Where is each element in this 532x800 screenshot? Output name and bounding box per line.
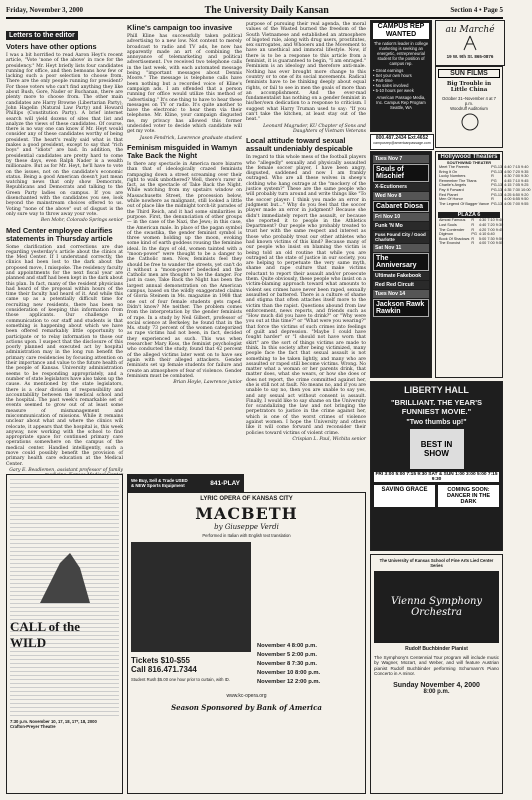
letters-kicker: Letters to the editor [6, 31, 78, 40]
sun-films-show: Big Trouble in Little China [446, 81, 492, 93]
movie-times: 4:25 6:50 9:20 [504, 192, 529, 197]
table-row [438, 241, 504, 246]
macbeth-title: MACBETH [195, 504, 298, 523]
au-marche-ad [435, 20, 505, 66]
best-in-show-title: BEST IN SHOW [420, 440, 453, 458]
movie-rating: R [471, 218, 475, 223]
macbeth-tickets: Tickets $10-$55 [131, 656, 191, 665]
concert-act: Funk 'N Mo [373, 222, 429, 230]
local-headline: Local attitude toward sexual assault undeniably despicable [246, 136, 353, 154]
plaza-showtimes [438, 218, 504, 246]
coming-soon: COMING SOON: DANCER IN THE DARK [438, 485, 499, 507]
movie-title: Almost Famous [439, 218, 466, 223]
feminism-body: Is there any spectacle in America more bizarre than that of ideologically crazed feminists rampaging down a street screaming over their right to walk unbothered? Well, there's rarer in fact, as the spectacle of Take Back the Night. While watching from my upstairs window on Massachusetts Street, the procession below, while nowhere as malignant, still looked a little out of place like the midnight torch-lit parades of the Third Reich, and it had some similarities in purpose. First, the denunciation of other groups — in the case of the Nazi, the Jews; in this case, the American male. In place of the pagan symbol of the swastika, the gender feminist symbol is three women holding up the moon, evoking some kind of earth goddess rousing the feminine ideal. In the days of old, women tainted with a "moon-power" were thought to be a danger to the Catholic men. Now, feminists feel they should be free to wander the streets, yet can't do it without a "moon-power" bedecked and the Catholic men are thought to be the danger. For just in case, Take Back the Night has been the largest annual demonstration on the American campus, based on the wildly exaggerated claims of Gloria Steinem in Ms. magazine in 1988 that one out of four female students gets raped. Didn't know? Me neither. The problem comes from the interpretation by the gender feminists of rape. In a study by Neil Gilbert, professor of social science at Berkeley, he found that in the Ms. study 73 percent of the women categorized as rape victims had not been, in fact, decided they experienced as such. This was when researcher Mary Koss, the feminist psychologist who conducted the study, found that 42 percent of the alleged victims later went on to have sex again with their alleged attackers. Gender feminists set up female students for failure and create an atmosphere of fear of violence. Gender feminism must be combated. [127, 161, 242, 379]
macbeth-spacer [257, 542, 362, 642]
wild-dates: 7:30 p.m. November 10, 17, 18, 17*, 18, 2000 [10, 719, 97, 724]
wild-title: CALL of the WILD [10, 619, 81, 650]
movie-title: Red Planet [439, 192, 458, 197]
au-marche-address: 19 W. 9th St. 865-0876 [446, 54, 494, 59]
campus-rep-phone: 800.487.2434 Ext.4652 [375, 135, 429, 141]
movie-times: 4:15 7:05 9:25 [504, 183, 529, 188]
concert-act: Jackson Rawk Rawkin [373, 299, 429, 317]
campus-rep-bullet: • No sales involved [373, 83, 409, 88]
movie-rating: PG-13 [491, 165, 503, 169]
sun-films-ad [435, 66, 503, 148]
macbeth-call: Call 816.471.7344 [131, 665, 197, 674]
movie-times: 4:30 7:10 9:40 [478, 218, 504, 223]
vienna-body: The Symphony's Centennial Tour program will include music by Wagner, Mozart, and Weber, and will feature Austrian pianist Rudolf Buchbinder performing Schumann's Piano Concerto in A minor. [374, 655, 499, 676]
macbeth-date: November 5 2:00 p.m. [257, 652, 317, 658]
letter-1-body: I was a bit horrified to read Aaron Heyt's recent article, "Vote 'none of the above' in race for the presidency." Mr. Heyt briefly lists four candidates running for office, and then bemoans how few or lacking such a poor selection to choose from. There are the only people running for president? For those voters who can't find anything they like about Bush, Gore, Nader or Buchanan, there are plenty more to choose from. The other main candidates are Harry Browne (Libertarian Party), John Hagelin (Natural Law Party) and Howard Phillips (Constitution Party). A brief internet search will yield dozens of sites that list and analyze the views of these candidates. Of course, there is no way one can know if Mr. Heyt would consider any of these candidates worthy of being president. The heart's really said what is that makes a good president, except to say that "rich boys" and "idiots" are bad. In addition, the presidential candidates are pretty hard to come by these days, even Ralph Nader is a wealth millionaire. But as for Mr. Heyt, he'll have to vote on the issues, not on the candidate's economic status. Being a good American doesn't just mean watching news that only show Democrats, Republicans and Democrats and talking to the Green Party ladies on campus. If you are disenchanted with the candidates you see, look beyond the mainstream choices offered to us. Voting "none of the above" out of disgust is the only sure way to throw away your vote. [6, 53, 123, 217]
sports-ad [127, 474, 244, 492]
kline-body: Phill Kline has successfully taken political advertising to a new low. Not content to merely broadcast to radio and TV ads, he now has apparently made an art of combining the annoyance of telemarketing and political advertisement. I've received two telephone calls in the last week, with each automated message being "important messages about Dennis Moore." The message is telephone calls have been nothing but a recorded voice of Kline's campaign ads. I am offended that a person running for office would utilize this method of "advertising." It's one thing to have to hear these messages on TV or radio. It's quite another to have the electronic to hear them via their telephone. Mr. Kline, your campaign disgusted me, my privacy has allowed this former undecided voter to decide which candidate will get my vote. [127, 34, 242, 135]
macbeth-dates [251, 542, 362, 687]
movie-title: The Legend Of Bagger Vance [439, 201, 490, 206]
movie-title: Meet The Parents [439, 165, 470, 169]
movie-rating: R [491, 197, 494, 202]
hollywood-showtimes [438, 165, 532, 206]
continued-signature: Leonard Magruder, KU Chapter of Sons and Daughters of Vietnam Veterans [263, 123, 366, 134]
movie-title: Lost Souls [439, 222, 457, 227]
header-rule [6, 17, 503, 19]
sports-line1: We Buy, Sell & Trade USED [131, 478, 188, 483]
movie-times: 4:40 7:20 9:30 [478, 222, 504, 227]
concert-date: Sat Nov 11 [373, 244, 429, 252]
movie-times: 4:00 7:00 9:55 [478, 241, 504, 246]
macbeth-illustration [131, 542, 251, 652]
concert-act: Souls of Mischief [373, 164, 429, 182]
movie-title: Charlie's Angels [439, 183, 467, 188]
letters-column [6, 22, 123, 473]
sports-line2: & NEW Sports Equipment [131, 483, 185, 488]
macbeth-date: November 10 8:00 p.m. [257, 670, 321, 676]
concerts-ad [370, 151, 432, 378]
issue-date: Friday, November 3, 2000 [6, 6, 84, 14]
section-label: Section 4 • Page 5 [450, 6, 503, 14]
eiffel-icon [436, 36, 504, 50]
macbeth-date: November 8 7:30 p.m. [257, 661, 317, 667]
movie-title: The Contender [439, 227, 465, 232]
saving-grace: SAVING GRACE [374, 485, 435, 507]
poster-art [374, 429, 499, 469]
vienna-name: Vienna Symphony Orchestra [390, 596, 483, 618]
movie-rating: PG-13 [491, 201, 503, 206]
kline-headline: Kline's campaign too invasive [127, 23, 233, 32]
liberty-quote: "BRILLIANT. THE YEAR'S FUNNIEST MOVIE." [390, 398, 483, 416]
campus-rep-bullet: • 5-10 hours per week [373, 88, 414, 93]
liberty-bottom [374, 485, 499, 507]
sun-films-name: SUN FILMS [438, 69, 500, 78]
concert-date: Fri Nov 10 [373, 213, 429, 221]
vienna-series: The University of Kansas School of Fine Arts Lied Center Series [379, 558, 494, 568]
sports-ad-text [131, 478, 188, 488]
plaza-name: PLAZA 6 [438, 212, 500, 218]
concert-act: X-Ecutioners [373, 183, 429, 191]
kline-feminism-column [127, 22, 242, 470]
macbeth-note: Performed in Italian with English text translation [202, 533, 291, 538]
movie-title: Pay It Forward [439, 187, 464, 192]
movie-rating: R [471, 241, 475, 246]
hollywood-theaters-ad [435, 151, 531, 378]
sun-icon [438, 111, 502, 133]
vienna-date: Sunday November 4, 2000 [393, 682, 480, 690]
movie-rating: PG-13 [491, 183, 503, 188]
movie-rating: PG [491, 178, 497, 183]
movie-title: Bring It On [439, 169, 458, 174]
sun-films-dates: October 31–November 4 at 7 p.m. [441, 96, 496, 106]
hollywood-subtitle: SOUTHWIND THEATER [446, 160, 492, 165]
movie-rating: R [471, 222, 475, 227]
movie-rating: R [471, 227, 475, 232]
movie-times: 4:10 6:40 [478, 232, 495, 237]
concert-date: Wed Nov 8 [373, 192, 429, 200]
page-header [6, 4, 503, 16]
concert-act: The Anniversary [373, 253, 429, 271]
au-marche-name: au Marché [445, 25, 495, 35]
macbeth-body [131, 542, 362, 687]
sun-films-venue: Woodruff Auditorium [450, 106, 488, 111]
vienna-time: 8:00 p.m. [423, 689, 450, 696]
campus-rep-bullet: • Great earnings [373, 68, 404, 73]
local-body: In regard to this whole mess of the football players who "allegedly" sexually and physically assaulted the female soccer player, I have been angry, disgusted, saddened and now I am frankly outraged. Who are all these wolves in sheep's clothing who hang outrage at the "mockery of the justice system?" These are the same people who will probably turn around and write things like "To the soccer player: I think you made an error in judgment but..." Why do you feel that the soccer player made an error in judgment? Because she didn't immediately report the assault, or because she reported it to people in the Athletics Department? Our people who probably treated to trust her with the same respect and interest as those who probably treat our other athletes who had known victims of this kind? Because many of our people who insist on blaming the victim is being told an old routine that while you are outraged at the state of justice in our society, you are helping to perpetuate the very same myth, shame and rape culture that make victims reluctant to report their assault and/or prosecute them. Quite obviously, these people who insist on a victim-blaming approach toward what amounts to violent sex crimes have never been raped, sexually assaulted or battered. There is a culture of shame and stigma that often attaches itself more to the victim than the rapist. Questions abound from law enforcement, news reports, and friends such as "How much did you have to drink?" or "Why were you out at this time?" or "What were you wearing?" that force the victims of such crimes into feelings of guilt and depression. "Maybe I could have fought harder" or "I should not have worn that skirt" are the sort of things victims are made to think. In this society after being victimized, many people face the fact that sexual assault is not something to be taken lightly, and many who are assaulted or raped still become victims. Wrong. No matter what a woman or her parents drink, that matter does, what she wears, or how she does or does not report, the crime committed against her, she is still not at fault. No means no, and if you are unable to say no, then you are unable to say yes, and any sexual act without consent is assault. Finally, I would like to say shame on the University for scandalizing the law and not bringing the perpetrators to justice in the crime against her, which is one of the worst crimes of violence against women. I hope the University and others like it will come forward and reconsider their policies toward victims of violent crime. [246, 155, 366, 436]
campus-rep-email: campusrep@americanpassage.com [373, 141, 431, 145]
feminism-headline: Feminism misguided in Wamyn Take Back the Night [127, 142, 238, 160]
movie-title: Remember The Titans [439, 178, 477, 183]
movie-rating: PG-13 [491, 169, 503, 174]
macbeth-web: www.kc-opera.org [226, 693, 267, 699]
campus-rep-body: The nation's leader in college marketing is seeking an energetic, entrepreneurial student for the position of campus rep. [373, 41, 429, 66]
wolf-icon [30, 543, 100, 613]
macbeth-rush: Student Rush $5.00 one hour prior to curtain, with ID. [131, 677, 230, 682]
campus-rep-bullet: • Part-time [373, 78, 393, 83]
movie-title: Lucky Numbers [439, 174, 466, 179]
local-signature: Crispian L. Paul, Wichita senior [292, 436, 366, 442]
table-row [438, 202, 532, 207]
movie-rating: R [491, 174, 494, 179]
liberty-hall-ad [370, 381, 503, 551]
concert-date: Tues Nov 7 [373, 155, 429, 163]
movie-rating: PG-13 [491, 192, 503, 197]
local-column [246, 22, 366, 470]
movie-rating: R [471, 236, 475, 241]
movie-rating: PG [471, 232, 477, 237]
letter-1-signature: Ben Mohr, Colorado Springs senior [40, 218, 123, 224]
liberty-showtimes: FRI 3:00 5:00 7:15 9:30 SAT & SUN 1:00 3:00 5:00 7:15 9:30 [375, 472, 498, 482]
movie-title: Digimon [439, 232, 453, 237]
vienna-photo [374, 571, 499, 643]
wild-venue: Crafton-Preyer Theatre [10, 724, 56, 729]
best-in-show-poster [410, 429, 464, 469]
letter-2-body: Some clarification and corrections are due regarding yesterday's article about the clinics at the Med Center. If I understand correctly, the clinics had been lost to the dark about the proposed move, I misspoke. The residency faculty and appointments for the next fiscal year are planned and staff had been kept in the dark about this plan. In fact, many of the resident physicians had heard of the proposal within hours of the time their faculty had heard of it. And while this came up as a potentially difficult time for recruiting new residents, there has been no consideration of keeping this information from those applicants. Our challenge in communication to our staff and students is that something is happening about which we have been offered remarkably little opportunity to participate or to relay information to those our actions upon. I suspect that the disclosure of this poorly planned and executed act by hospital administration may in the long run benefit the primary care residencies by focusing attention on their importance and value to the future health of the people of Kansas. University administration seems to be responding appropriately, and a number of state legislators have also taken up the cause. As mentioned by the state legislators, there is a clear division of responsibility and accountability between the medical school and the hospital. The past week's remarkable set of events seemed to grow out of at least some measure of mismanagement and miscommunication of missions. While it remains unclear about what and where the clinics will relocate, it appears that the hospital is, this week anyway, now working with the school to find appropriate space for continued primary care operations somewhere on the campus of the medical center. Handled intelligently, such a move could possibly benefit the provision of primary health care education at the Medical Center. [6, 244, 123, 467]
movie-title: Men Of Honor [439, 197, 463, 202]
movie-times: 4:45 7:10 9:45 [504, 178, 529, 183]
campus-rep-phone-box [370, 134, 434, 150]
macbeth-date: November 12 2:00 p.m. [257, 679, 321, 685]
macbeth-sponsor: Season Sponsored by Bank of America [171, 703, 322, 712]
letter-1-headline: Voters have other options [6, 42, 97, 51]
vienna-symphony-ad [370, 554, 503, 794]
macbeth-date: November 4 8:00 p.m. [257, 643, 317, 649]
campus-rep-title: CAMPUS REP WANTED [373, 23, 429, 39]
concert-act: Cabaret Diosa [373, 201, 429, 212]
sports-phone: 841-PLAY [210, 479, 240, 487]
letter-2-headline: Med Center employee clarifies statements in Thursday article [6, 225, 113, 243]
macbeth-ad [127, 492, 366, 794]
liberty-subquote: "Two thumbs up!" [406, 419, 467, 426]
campus-rep-ad [370, 20, 432, 132]
movie-times: 4:20 7:00 9:45 [478, 227, 504, 232]
wild-illustration [10, 478, 119, 716]
sports-ad-row [128, 475, 243, 491]
concert-date: Tues Nov 14 [373, 290, 429, 298]
macbeth-left [131, 542, 251, 687]
movie-title: The Exorcist [439, 241, 461, 246]
kline-signature: Jason Fendrick, Lawrence graduate student [139, 135, 242, 141]
concert-act: Red Red Circuit [373, 281, 429, 289]
hollywood-name: Hollywood Theaters [438, 154, 500, 160]
liberty-hall-name: LIBERTY HALL [404, 385, 469, 395]
macbeth-org: LYRIC OPERA OF KANSAS CITY [200, 496, 293, 502]
vienna-conductor: Rudolf Buchbinder Pianist [405, 646, 468, 652]
table-row [438, 223, 504, 228]
concert-act: Ultimate Fakebook [373, 272, 429, 280]
call-of-the-wild-ad [6, 474, 123, 794]
campus-rep-bullet: • Set your own hours [373, 73, 412, 78]
movie-times: 4:05 7:00 9:55 [504, 201, 529, 206]
campus-rep-company: American Passage Media, Inc. Campus Rep Program Seattle, WA [376, 95, 426, 110]
movie-times: 4:50 7:20 9:35 [504, 169, 529, 174]
movie-times: 4:35 7:30 10:00 [504, 187, 531, 192]
concert-act: Fuss Found City / Good Charlotte [373, 231, 429, 243]
movie-times: 4:40 7:15 9:40 [504, 165, 529, 169]
continued-body: purpose of pursuing their real agenda, the moral values of the Wasted burned the freedom of the South Vietnamese and established an atmosphere of bigoted rule, along with drug users, prostitutes, sex surrogates, and Whooers and the Movement to have an unethical and immoral lifestyle. Now, if there is to be a response to this article from a feminist, it is guaranteed to begin, "I am enraged." Feminism is an ideology and therefore anti-male. Nothing has ever brought more change to this country or to one of its social movements. Radical feminists have to be thinking deeply about equal rights, or fail to see in men the goals of more than an accomplishment. And the ever-mad fundamentalist has nothing on a gender feminist in his/her/own dedication to a response to criticism. I suggest what Harry Truman used to say: "If you can't take the kitchen, at least stay out of the heat." [246, 22, 366, 123]
newspaper-title: The University Daily Kansan [204, 4, 329, 16]
movie-times: 4:00 6:55 9:50 [504, 197, 529, 202]
movie-rating: PG-13 [491, 187, 503, 192]
macbeth-composer: by Giuseppe Verdi [214, 523, 279, 531]
movie-title: Book Of Shadows [439, 236, 470, 241]
feminism-signature: Brian Hoyle, Lawrence junior [173, 380, 242, 386]
letter-2-signature: Gary E. Beadlemen, assistant professor of family [9, 467, 123, 473]
movie-times: 5:00 7:30 9:50 [478, 236, 504, 241]
movie-times: 4:30 7:00 9:30 [504, 174, 529, 179]
